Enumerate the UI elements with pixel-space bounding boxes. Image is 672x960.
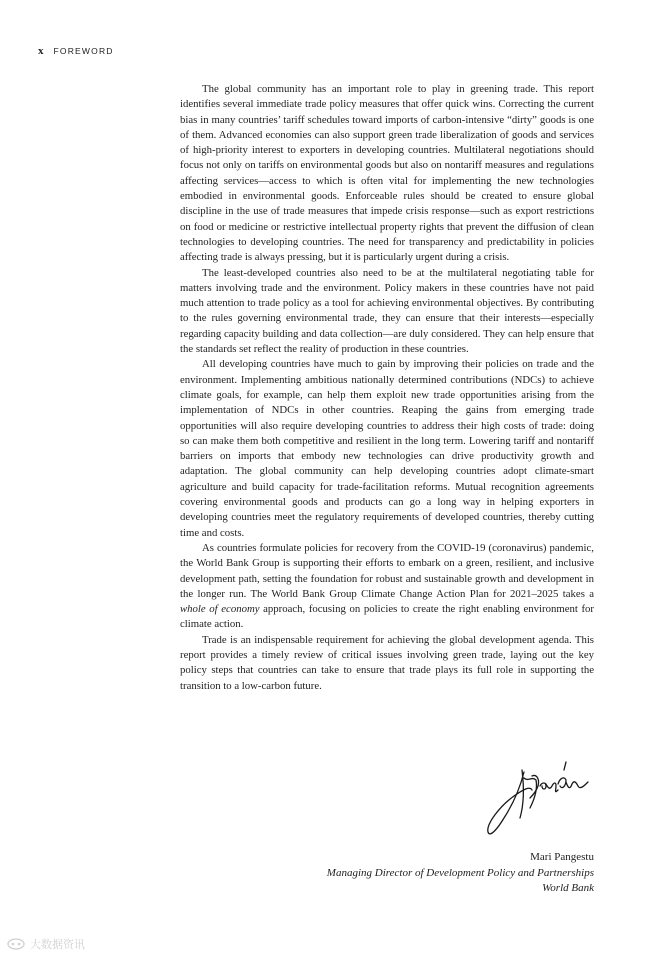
paragraph: The global community has an important role to play in greening trade. This report identifies several immediate trade policy measures that offer quick wins. Correcting the current bias in many countries’ tariff schedules toward imports of carbon-intensive “dirty” goods is one of them. Advanced economies can also support green trade liberalization of goods and services of high-priority interest to exporters in developing countries. Multilateral negotiations should focus not only on tariffs on environmental goods but also on nontariff measures and regulations affecting services—access to which is often vital for implementing the new technologies embodied in environmental goods. Enforceable rules should be created to ensure global discipline in the use of trade measures that impede crisis response—such as export restrictions on food or medicine or restrictive intellectual property rights that prevent the diffusion of clean technologies to developing countries. The need for transparency and predictability in policies affecting trade is always pressing, but it is particularly urgent during a crisis. (180, 83, 594, 264)
running-head (38, 45, 114, 57)
body-text (180, 82, 594, 694)
section-title: FOREWORD (53, 46, 114, 56)
paragraph: The least-developed countries also need to be at the multilateral negotiating table for matters involving trade and the environment. Policy makers in these countries have not paid much attention to trade policy as a tool for achieving environmental objectives. By contributing to the rules governing environmental trade, they can ensure that their interests—especially regarding capacity building and data collection—are duly considered. They can help ensure that the standards set reflect the reality of production in these countries. (180, 266, 594, 356)
signatory-name: Mari Pangestu (530, 851, 594, 863)
watermark-text: 大数据资讯 (30, 939, 85, 951)
signature-scribble (480, 756, 594, 848)
paragraph-text: As countries formulate policies for recovery from the COVID-19 (coronavirus) pandemic, the World Bank Group is supporting their efforts to embark on a green, resilient, and inclusive development path, setting the foundation for robust and sustainable growth and development in the longer run. The World Bank Group Climate Change Action Plan for 2021–2025 takes a (180, 541, 594, 600)
watermark-icon (6, 937, 26, 951)
signatory-title: Managing Director of Development Policy and Partnerships (326, 866, 594, 879)
paragraph-covid (180, 541, 594, 633)
signoff (327, 850, 594, 897)
paragraph-text: approach, focusing on policies to create the right enabling environment for climate action. (180, 603, 594, 631)
signature (480, 756, 594, 848)
paragraph: All developing countries have much to gain by improving their policies on trade and the environment. Implementing ambitious nationally determined contributions (NDCs) to achieve climate goals, for example, can help them exploit new trade opportunities arising from the implementation of NDCs in other countries. Reaping the gains from emerging trade opportunities will also require developing countries to address their high costs of trade: doing so can make them both competitive and resilient in the long term. Lowering tariff and nontariff barriers on imports that embody new technologies can drive productivity growth and adaptation. The global community can help developing countries adopt climate-smart agriculture and build capacity for trade-facilitation reforms. Mutual recognition agreements covering environmental goods and products can go a long way in helping exporters in developing countries meet the regulatory requirements of developed countries, thereby cutting time and costs. (180, 358, 594, 539)
paragraph: Trade is an indispensable requirement for achieving the global development agenda. This report provides a timely review of critical issues involving green trade, laying out the key policy steps that countries can take to ensure that trade plays its full role in supporting the transition to a low-carbon future. (180, 633, 594, 692)
signatory-organization: World Bank (542, 882, 594, 894)
page-number: x (38, 45, 44, 57)
watermark (6, 936, 85, 952)
emphasis-text: whole of economy (180, 603, 260, 616)
